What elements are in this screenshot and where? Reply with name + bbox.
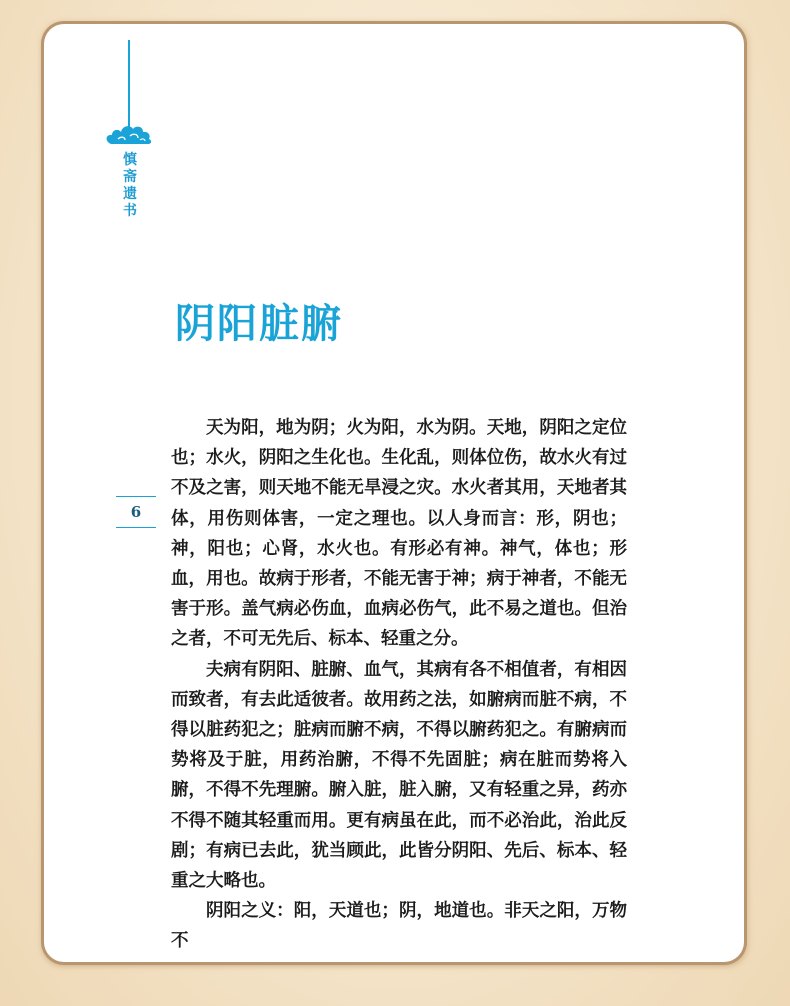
chapter-title: 阴阳脏腑 [175, 301, 343, 347]
book-page [44, 24, 744, 962]
paragraph: 天为阳，地为阴；火为阳，水为阴。天地，阴阳之定位也；水火，阴阳之生化也。生化乱，则体位伤，故水火有过不及之害，则天地不能无旱浸之灾。水火者其用，天地者其体，用伤则体害，一定之理也。以人身而言：形，阴也；神，阳也；心肾，水火也。有形必有神。神气，体也；形血，用也。故病于形者，不能无害于神；病于神者，不能无害于形。盖气病必伤血，血病必伤气，此不易之道也。但治之者，不可无先后、标本、轻重之分。 [171, 418, 627, 650]
paragraph: 阴阳之义：阳，天道也；阴，地道也。非天之阳，万物不 [171, 901, 627, 952]
series-title-char: 书 [123, 203, 137, 219]
series-title-char: 慎 [123, 152, 137, 168]
auspicious-cloud-icon [104, 120, 154, 146]
series-title-char: 遗 [123, 186, 137, 202]
body-text [171, 413, 627, 957]
ornament-hang-line [128, 40, 130, 128]
series-title-vertical [121, 152, 139, 220]
page-number-box [116, 496, 156, 528]
paragraph: 夫病有阴阳、脏腑、血气，其病有各不相值者，有相因而致者，有去此适彼者。故用药之法，如腑病而脏不病，不得以脏药犯之；脏病而腑不病，不得以腑药犯之。有腑病而势将及于脏，用药治腑，不得不先固脏；病在脏而势将入腑，不得不先理腑。腑入脏，脏入腑，又有轻重之异，药亦不得不随其轻重而用。更有病虽在此，而不必治此，治此反剧；有病已去此，犹当顾此，此皆分阴阳、先后、标本、轻重之大略也。 [171, 659, 627, 892]
page-number: 6 [130, 503, 142, 521]
series-title-char: 斋 [123, 169, 137, 185]
